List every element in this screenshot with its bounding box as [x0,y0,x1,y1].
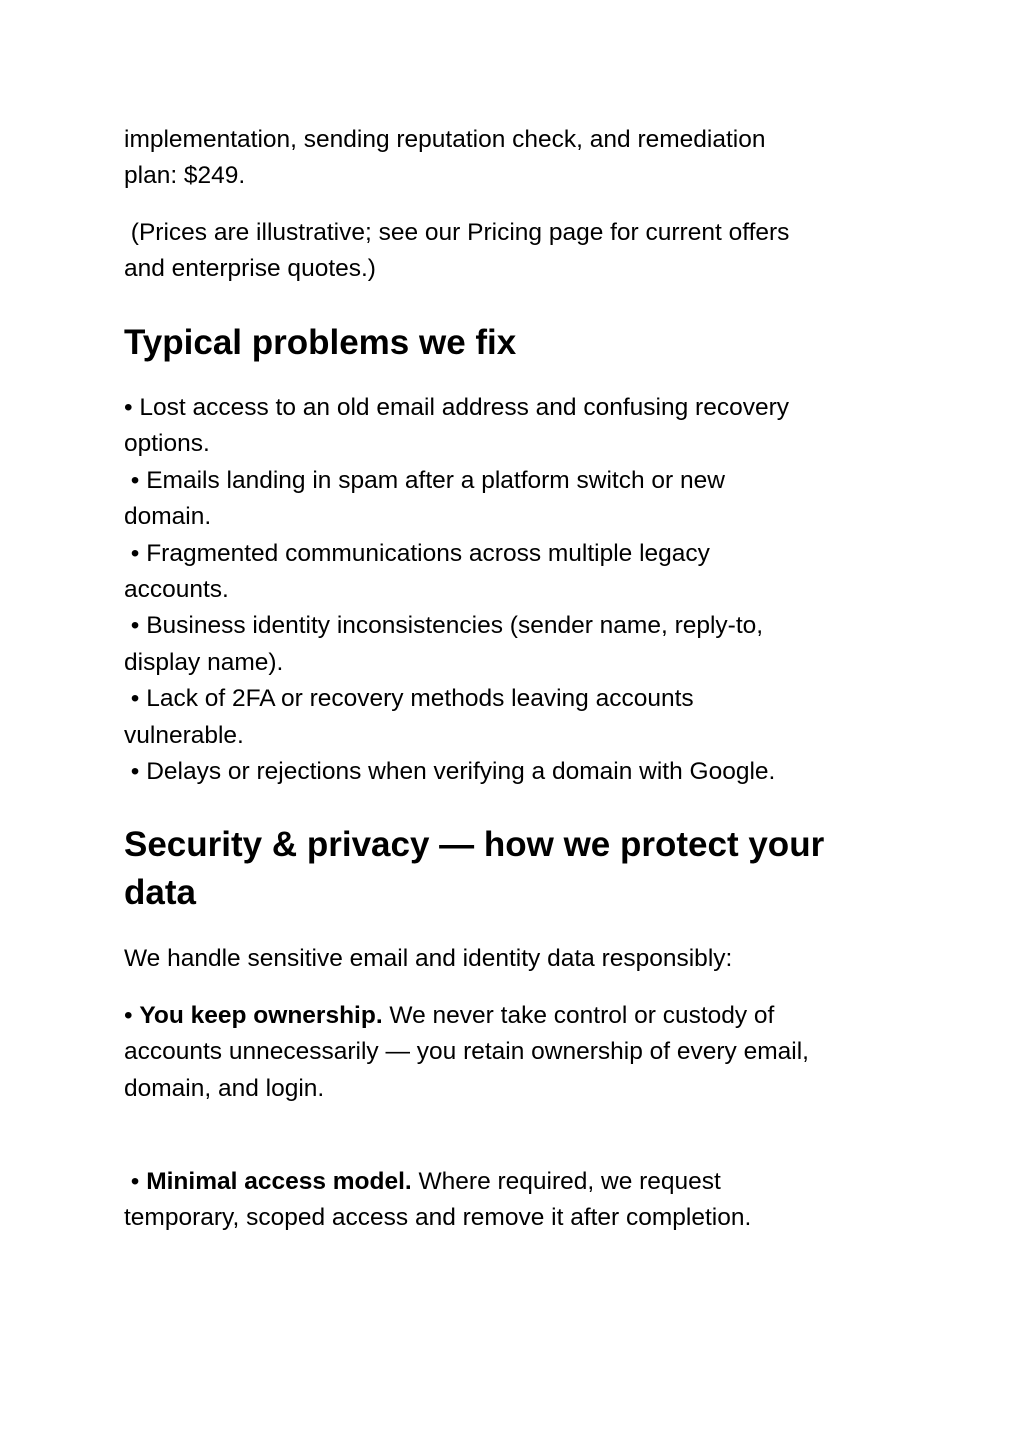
list-item: • Delays or rejections when verifying a domain with Google. [124,758,776,786]
list-item: • Lost access to an old email address and confusing recovery [124,394,789,421]
text-line [124,1164,924,1200]
list-item: domain. [124,503,212,531]
list-item: display name). [124,648,284,676]
text-line: plan: $249. [124,162,246,190]
list-item: vulnerable. [124,721,244,749]
item-text: Where required, we request [411,1168,721,1195]
heading-line: Security & privacy — how we protect your [124,825,825,864]
list-item: • Lack of 2FA or recovery methods leaving accounts [124,685,694,713]
text-line: (Prices are illustrative; see our Pricing page for current offers [124,219,790,246]
problems-list [124,390,924,790]
list-item: accounts. [124,576,229,604]
text-line [124,998,924,1034]
item-title: Minimal access model. [146,1168,412,1195]
text-line: domain, and login. [124,1074,325,1102]
security-item-ownership [124,998,924,1107]
item-text: We never take control or custody of [382,1002,775,1029]
text-line: accounts unnecessarily — you retain ownership of every email, [124,1038,809,1066]
list-item: • Fragmented communications across multiple legacy [124,539,710,567]
problems-heading: Typical problems we fix [124,323,517,362]
text-line: and enterprise quotes.) [124,255,376,283]
text-line: implementation, sending reputation check, and remediation [124,126,766,153]
pricing-note-paragraph [124,215,924,288]
heading-line: data [124,873,196,912]
pricing-tail-paragraph [124,122,924,195]
list-item: • Emails landing in spam after a platform switch or new [124,466,725,494]
security-heading [124,821,924,917]
security-intro: We handle sensitive email and identity data responsibly: [124,945,733,972]
text-line: temporary, scoped access and remove it after completion. [124,1204,752,1232]
item-title: You keep ownership. [139,1002,383,1029]
bullet: • [124,1002,140,1029]
list-item: • Business identity inconsistencies (sender name, reply-to, [124,612,764,640]
bullet: • [124,1168,147,1195]
security-item-minimal-access [124,1164,924,1237]
list-item: options. [124,430,210,458]
